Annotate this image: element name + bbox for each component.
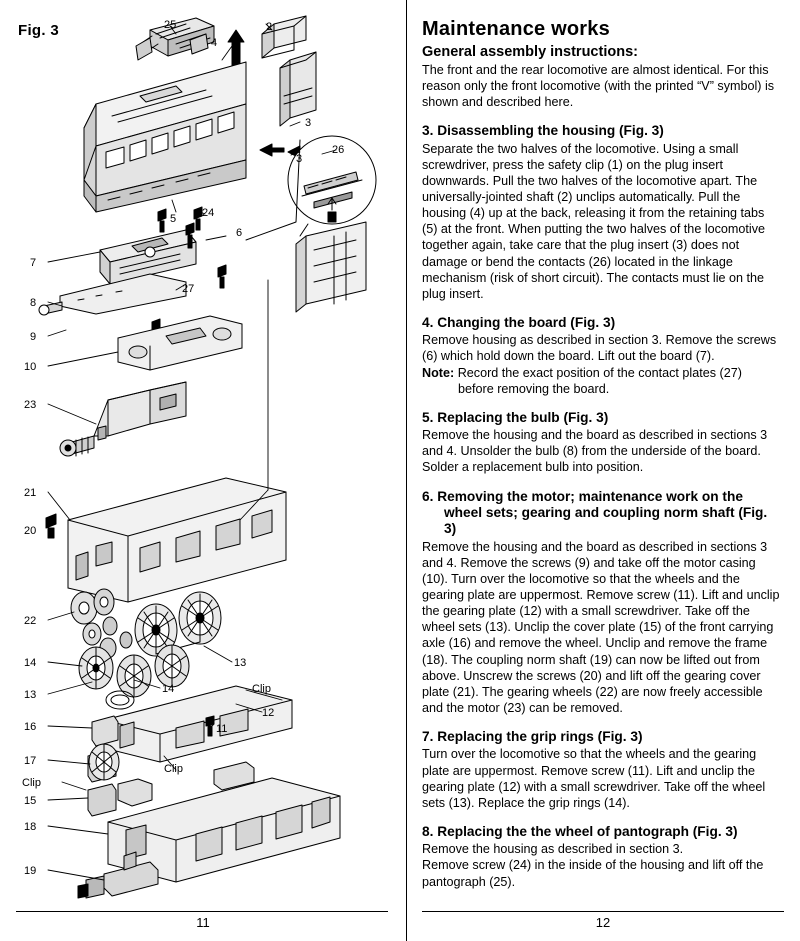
callout-13b: 13 <box>234 657 247 669</box>
section-6-heading <box>422 489 780 538</box>
callout-12: 12 <box>262 707 275 719</box>
section-8-body-2: Remove screw (24) in the inside of the housing and lift off the pantograph (25). <box>422 858 764 889</box>
section-8-body: Remove the housing as described in section 3. <box>422 842 684 857</box>
general-instructions-heading: General assembly instructions: <box>422 44 638 60</box>
right-footer-rule <box>422 911 784 912</box>
callout-clip-left: Clip <box>22 777 41 789</box>
section-7-heading: 7. Replacing the grip rings (Fig. 3) <box>422 729 643 745</box>
callout-19: 19 <box>24 865 37 877</box>
callout-5: 5 <box>170 213 177 225</box>
section-5-heading: 5. Replacing the bulb (Fig. 3) <box>422 409 609 425</box>
callout-22: 22 <box>24 615 37 627</box>
section-6-heading-line2: wheel sets; gearing and coupling norm shaft (Fig. 3) <box>444 504 768 537</box>
callout-16: 16 <box>24 721 37 733</box>
right-page-footer <box>406 905 800 941</box>
section-3-heading: 3. Disassembling the housing (Fig. 3) <box>422 123 664 139</box>
callout-24: 24 <box>202 207 215 219</box>
section-4-body: Remove housing as described in section 3. Remove the screws (6) which hold down the board. Lift out the board (7). <box>422 333 777 364</box>
callout-clip-middle: Clip <box>164 763 183 775</box>
section-4-note <box>422 365 780 397</box>
callout-17: 17 <box>24 755 37 767</box>
callout-20: 20 <box>24 525 37 537</box>
section-6-heading-line1: 6. Removing the motor; maintenance work on the <box>422 488 743 504</box>
section-4-heading: 4. Changing the board (Fig. 3) <box>422 314 616 330</box>
left-footer-rule <box>16 911 388 912</box>
callout-clip-right: Clip <box>252 683 271 695</box>
callout-14a: 14 <box>24 657 37 669</box>
callout-2: 2 <box>266 21 273 33</box>
callout-10: 10 <box>24 361 37 373</box>
callout-13a: 13 <box>24 689 37 701</box>
callout-26: 26 <box>332 144 345 156</box>
section-4-note-body: Record the exact position of the contact plates (27) before removing the board. <box>457 365 742 396</box>
section-8-heading: 8. Replacing the the wheel of pantograph (Fig. 3) <box>422 823 738 839</box>
callout-11: 11 <box>216 723 228 735</box>
left-page-footer <box>0 905 406 941</box>
callout-21: 21 <box>24 487 37 499</box>
figure-label: Fig. 3 <box>18 22 59 39</box>
maintenance-text-column <box>422 18 780 890</box>
callout-4: 4 <box>211 37 218 49</box>
section-3-body: Separate the two halves of the locomotive. Using a small screwdriver, press the safety clip (1) on the plug insert downwards. Pull the two halves of the locomotive apart. The universally-jointed shaft (2) unclips automatically. Pull the housing (4) up at the back, releasing it from the retaining tabs (5) at the front. When putting the two halves of the locomotive together again, take care that the plug insert (3) does not damage or bend the contacts (26) located in the linkage mechanism (risk of short circuit). The contacts must lie on the plug insert. <box>422 141 766 301</box>
callout-15: 15 <box>24 795 37 807</box>
left-page-number: 11 <box>196 915 210 930</box>
general-instructions-body: The front and the rear locomotive are almost identical. For this reason only the front locomotive (with the printed “V” symbol) is shown and described here. <box>422 63 775 110</box>
right-page <box>406 0 800 941</box>
callout-14b: 14 <box>162 683 175 695</box>
callout-9: 9 <box>30 331 37 343</box>
section-7-body: Turn over the locomotive so that the wheels and the gearing plate are uppermost. Remove screw (11). Lift and unclip the gearing plate (12) with a small screwdriver. Take off the wheel sets (13). Replace the grip rings (14). <box>422 747 766 810</box>
right-page-number: 12 <box>595 915 611 930</box>
callout-6: 6 <box>236 227 243 239</box>
callout-25: 25 <box>164 19 177 31</box>
callout-23: 23 <box>24 399 37 411</box>
callout-8: 8 <box>30 297 37 309</box>
callout-18: 18 <box>24 821 37 833</box>
callout-27: 27 <box>182 283 195 295</box>
section-4-note-label: Note: <box>422 365 455 380</box>
callout-3b: 3 <box>296 153 303 165</box>
section-6-body: Remove the housing and the board as described in sections 3 and 4. Remove the screws (9) and take off the motor casing (10). Turn over the locomotive so that the wheels and the gearing plate are uppermost. Remove screw (11). Lift and unclip the gearing plate (12) with a small screwdriver. Take off the wheel sets (13). Unclip the cover plate (15) of the front carrying axle (16) and remove the wheel. Unclip and remove the frame (18). The coupling norm shaft (19) can now be lifted out from above. Unscrew the screws (20) and lift off the gearing cover plate (21). The gearing wheels (22) are now freely accessible and the motor (23) can be removed. <box>422 539 780 715</box>
page-title: Maintenance works <box>422 18 610 40</box>
exploded-diagram <box>0 0 406 905</box>
callout-3a: 3 <box>305 117 312 129</box>
callout-7: 7 <box>30 257 37 269</box>
section-5-body: Remove the housing and the board as described in sections 3 and 4. Unsolder the bulb (8) from the underside of the board. Solder a replacement bulb into position. <box>422 428 768 475</box>
